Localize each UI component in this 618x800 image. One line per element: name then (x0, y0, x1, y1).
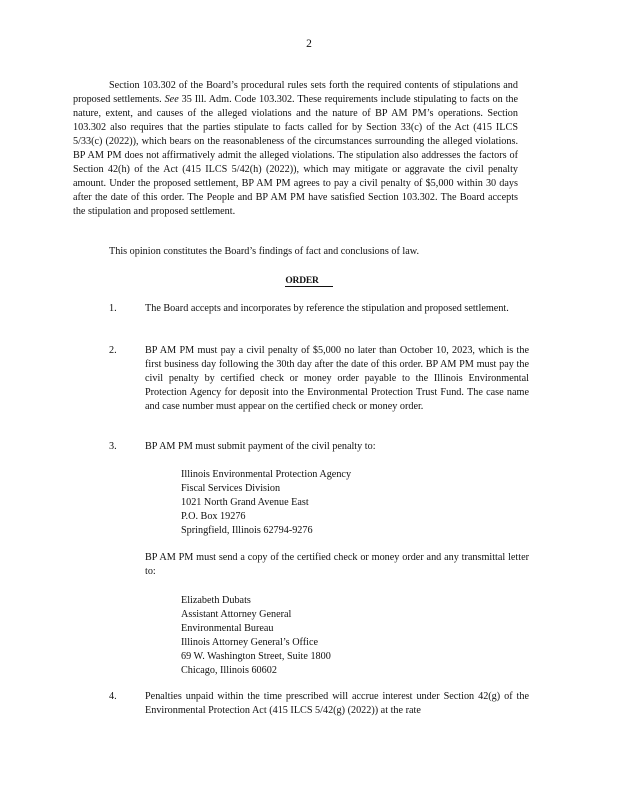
address-line: 1021 North Grand Avenue East (181, 497, 309, 508)
order-item-text: BP AM PM must pay a civil penalty of $5,000 no later than October 10, 2023, which is the first business day following the 30th day after the date of this order. BP AM PM must pay the civil penalty by certified check or money order payable to the Illinois Environmental Protection Agency for deposit into the Environmental Protection Trust Fund. The case name and case number must appear on the certified check or money order. (145, 345, 529, 412)
order-item-number: 4. (109, 691, 117, 702)
opinion-paragraph: This opinion constitutes the Board’s findings of fact and conclusions of law. (109, 246, 420, 257)
order-item-number: 2. (109, 345, 117, 356)
address-line: Fiscal Services Division (181, 483, 281, 494)
order-item-number: 3. (109, 441, 117, 452)
payment-address-block (181, 468, 351, 538)
order-item (109, 302, 529, 316)
order-item-text: Penalties unpaid within the time prescribed will accrue interest under Section 42(g) of the Environmental Protection Act (415 ILCS 5/42(g) (2022)) at the rate (145, 691, 529, 716)
copy-instruction-text: BP AM PM must send a copy of the certified check or money order and any transmittal letter to: (145, 552, 529, 577)
order-item (109, 440, 529, 454)
page-number: 2 (306, 38, 312, 50)
address-line: Chicago, Illinois 60602 (181, 665, 277, 676)
order-item (109, 344, 529, 414)
order-heading (0, 276, 618, 286)
address-line: 69 W. Washington Street, Suite 1800 (181, 651, 331, 662)
settlement-paragraph-part2: 35 Ill. Adm. Code 103.302. These requirements include stipulating to facts on the nature, extent, and causes of the alleged violations and the nature of BP AM PM’s operations. Section 103.302 also requires that the parties stipulate to facts called for by Section 33(c) of the Act (415 ILCS 5/33(c) (2022)), which bears on the reasonableness of the circumstances surrounding the alleged violations. BP AM PM does not affirmatively admit the alleged violations. The stipulation also addresses the factors of Section 42(h) of the Act (415 ILCS 5/42(h) (2022)), which may mitigate or aggravate the civil penalty amount. Under the proposed settlement, BP AM PM agrees to pay a civil penalty of $5,000 within 30 days after the date of this order. The People and BP AM PM have satisfied Section 103.302. The Board accepts the stipulation and proposed settlement. (73, 94, 519, 217)
address-line: Environmental Bureau (181, 623, 274, 634)
address-line: Illinois Environmental Protection Agency (181, 469, 352, 480)
address-line: P.O. Box 19276 (181, 511, 246, 522)
attorney-address-block (181, 594, 331, 678)
settlement-paragraph (73, 79, 518, 219)
order-heading-text: ORDER (285, 276, 332, 287)
address-line: Illinois Attorney General’s Office (181, 637, 319, 648)
address-line: Assistant Attorney General (181, 609, 292, 620)
order-item (109, 690, 529, 718)
address-line: Elizabeth Dubats (181, 595, 251, 606)
order-item-text: BP AM PM must submit payment of the civil penalty to: (145, 441, 376, 452)
see-citation-signal: See (164, 94, 179, 105)
settlement-paragraph-part1: Section 103.302 of the Board’s procedural rules sets forth the required contents of stipulations and proposed settlements. (73, 80, 518, 105)
order-item-number: 1. (109, 303, 117, 314)
order-item-text: The Board accepts and incorporates by reference the stipulation and proposed settlement. (145, 303, 509, 314)
address-line: Springfield, Illinois 62794-9276 (181, 525, 313, 536)
